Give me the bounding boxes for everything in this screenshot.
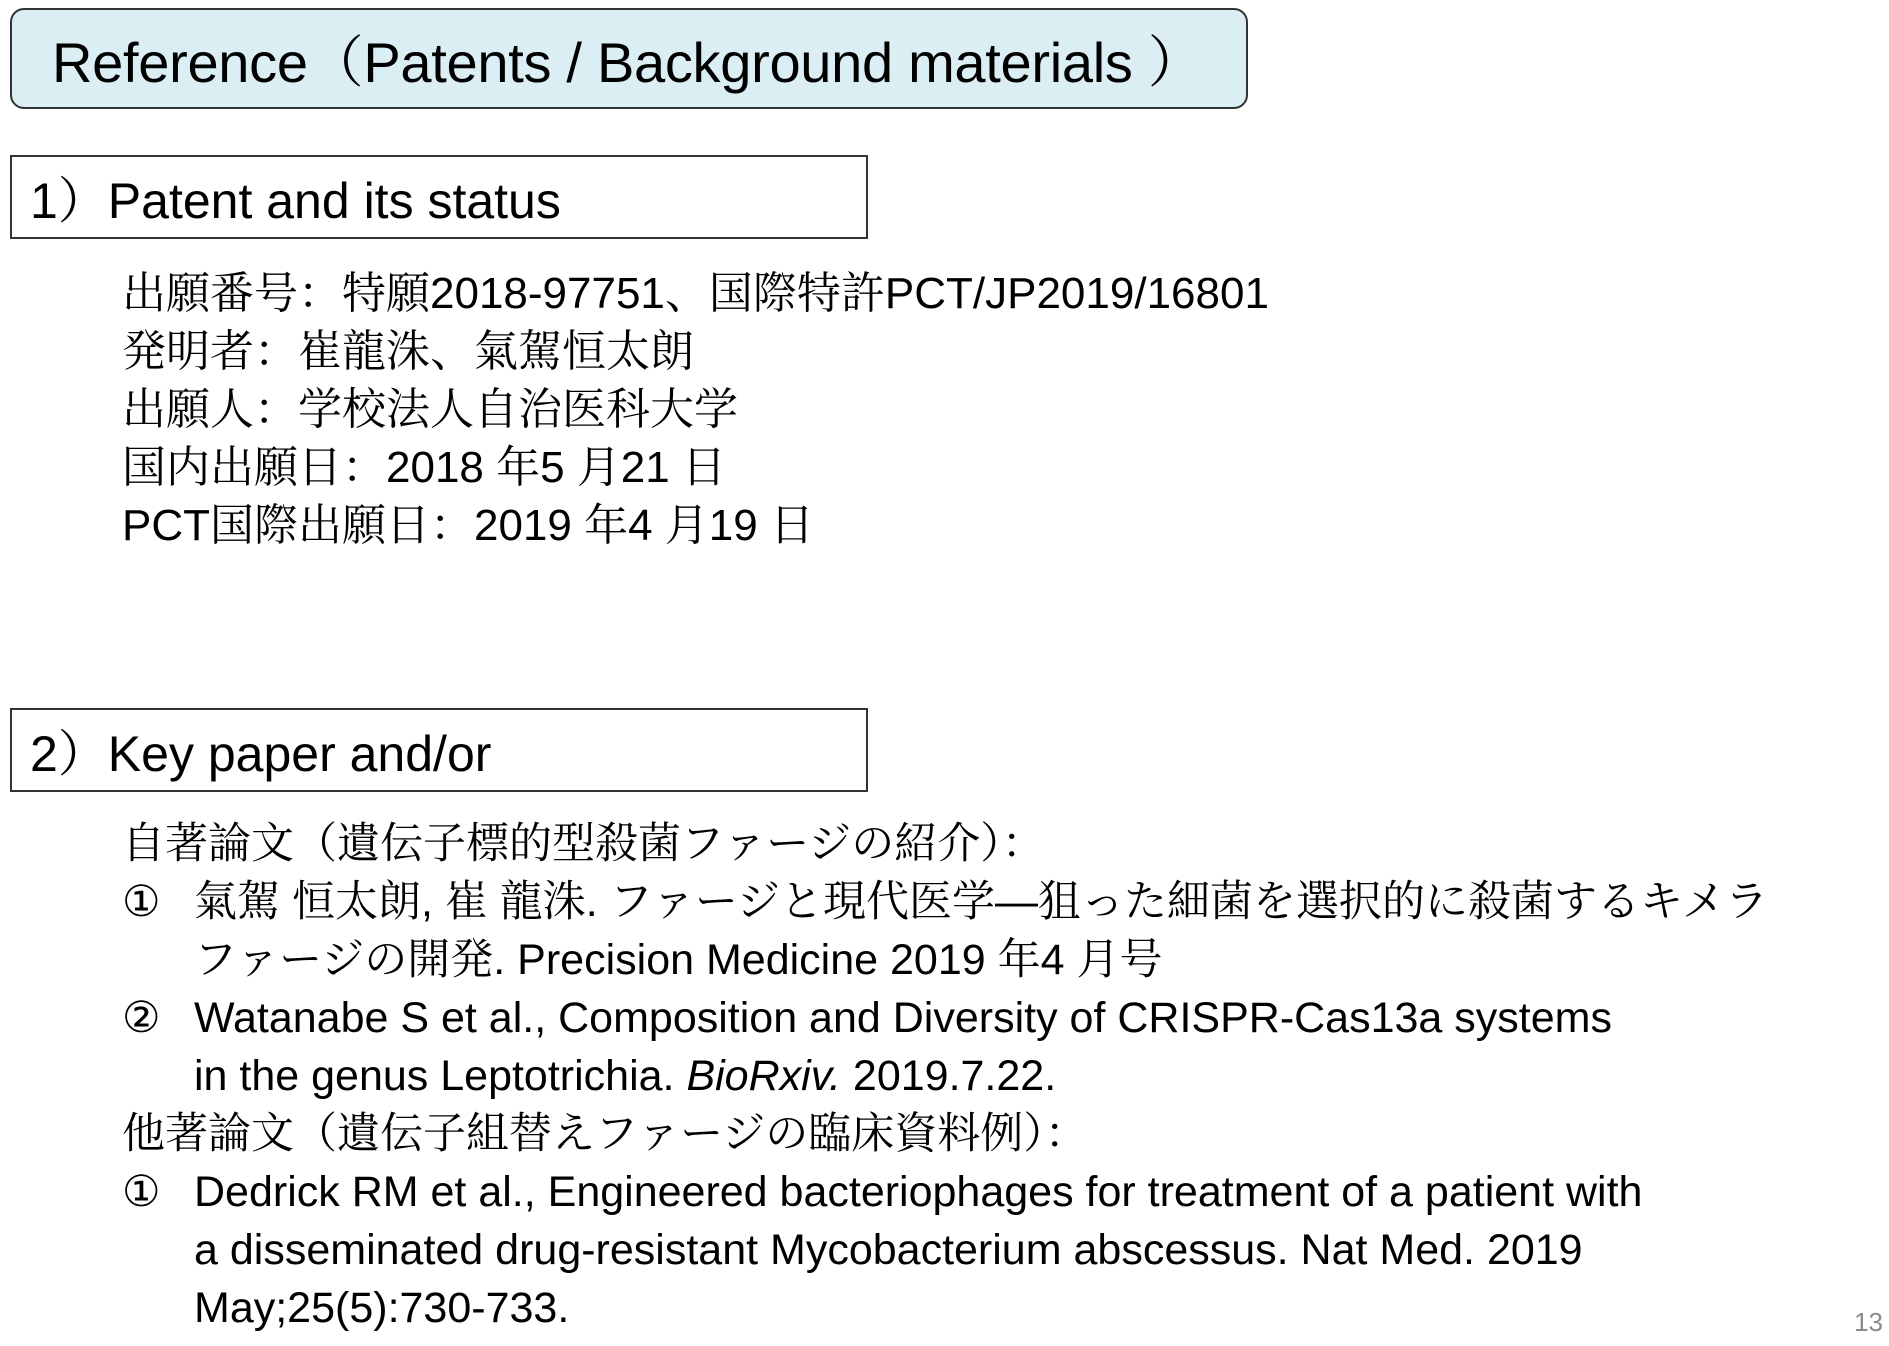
other-papers-label: 他著論文（遺伝子組替えファージの臨床資料例）： xyxy=(122,1110,1088,1158)
page-number: 13 xyxy=(1854,1307,1883,1337)
list-item xyxy=(122,873,1822,989)
section-heading-patent xyxy=(10,155,868,239)
domestic-filing-date: 国内出願日：2018 年5 月21 日 xyxy=(122,443,726,492)
list-item xyxy=(122,1163,1822,1337)
ref-text-line: a disseminated drug-resistant Mycobacterium abscessus. Nat Med. 2019 xyxy=(194,1226,1583,1274)
pct-filing-date: PCT国際出願日：2019 年4 月19 日 xyxy=(122,501,814,550)
ref-text-line: Dedrick RM et al., Engineered bacteriophages for treatment of a patient with xyxy=(194,1168,1643,1216)
patent-info-list xyxy=(122,265,1269,555)
slide-title-box xyxy=(10,8,1248,109)
ref-number: ② xyxy=(122,994,161,1042)
section-heading-papers xyxy=(10,708,868,792)
ref-text-line xyxy=(194,1047,1612,1105)
section-heading-papers-text: 2）Key paper and/or xyxy=(30,726,492,782)
application-number: 出願番号：特願2018-97751、国際特許PCT/JP2019/16801 xyxy=(122,269,1269,318)
journal-name: BioRxiv. xyxy=(686,1052,841,1100)
slide-title: Reference（Patents / Background materials ） xyxy=(52,30,1204,94)
inventors: 発明者：崔龍洙、氣駕恒太朗 xyxy=(122,327,694,376)
ref-text-line: 氣駕 恒太朗, 崔 龍洙. ファージと現代医学—狙った細菌を選択的に殺菌するキメラ xyxy=(194,878,1769,926)
section-heading-patent-text: 1）Patent and its status xyxy=(30,173,561,229)
ref-number: ① xyxy=(122,878,161,926)
own-papers-label: 自著論文（遺伝子標的型殺菌ファージの紹介）： xyxy=(122,820,1045,868)
applicant: 出願人：学校法人自治医科大学 xyxy=(122,385,738,434)
ref-text-segment: 2019.7.22. xyxy=(840,1052,1057,1100)
ref-text-line: May;25(5):730-733. xyxy=(194,1284,570,1332)
list-item xyxy=(122,989,1822,1105)
ref-text-line: Watanabe S et al., Composition and Diversity of CRISPR-Cas13a systems xyxy=(194,994,1612,1042)
ref-text-segment: in the genus Leptotrichia. xyxy=(194,1052,687,1100)
ref-text-line: ファージの開発. Precision Medicine 2019 年4 月号 xyxy=(194,936,1163,984)
references-list xyxy=(122,815,1822,1337)
ref-number: ① xyxy=(122,1168,161,1216)
